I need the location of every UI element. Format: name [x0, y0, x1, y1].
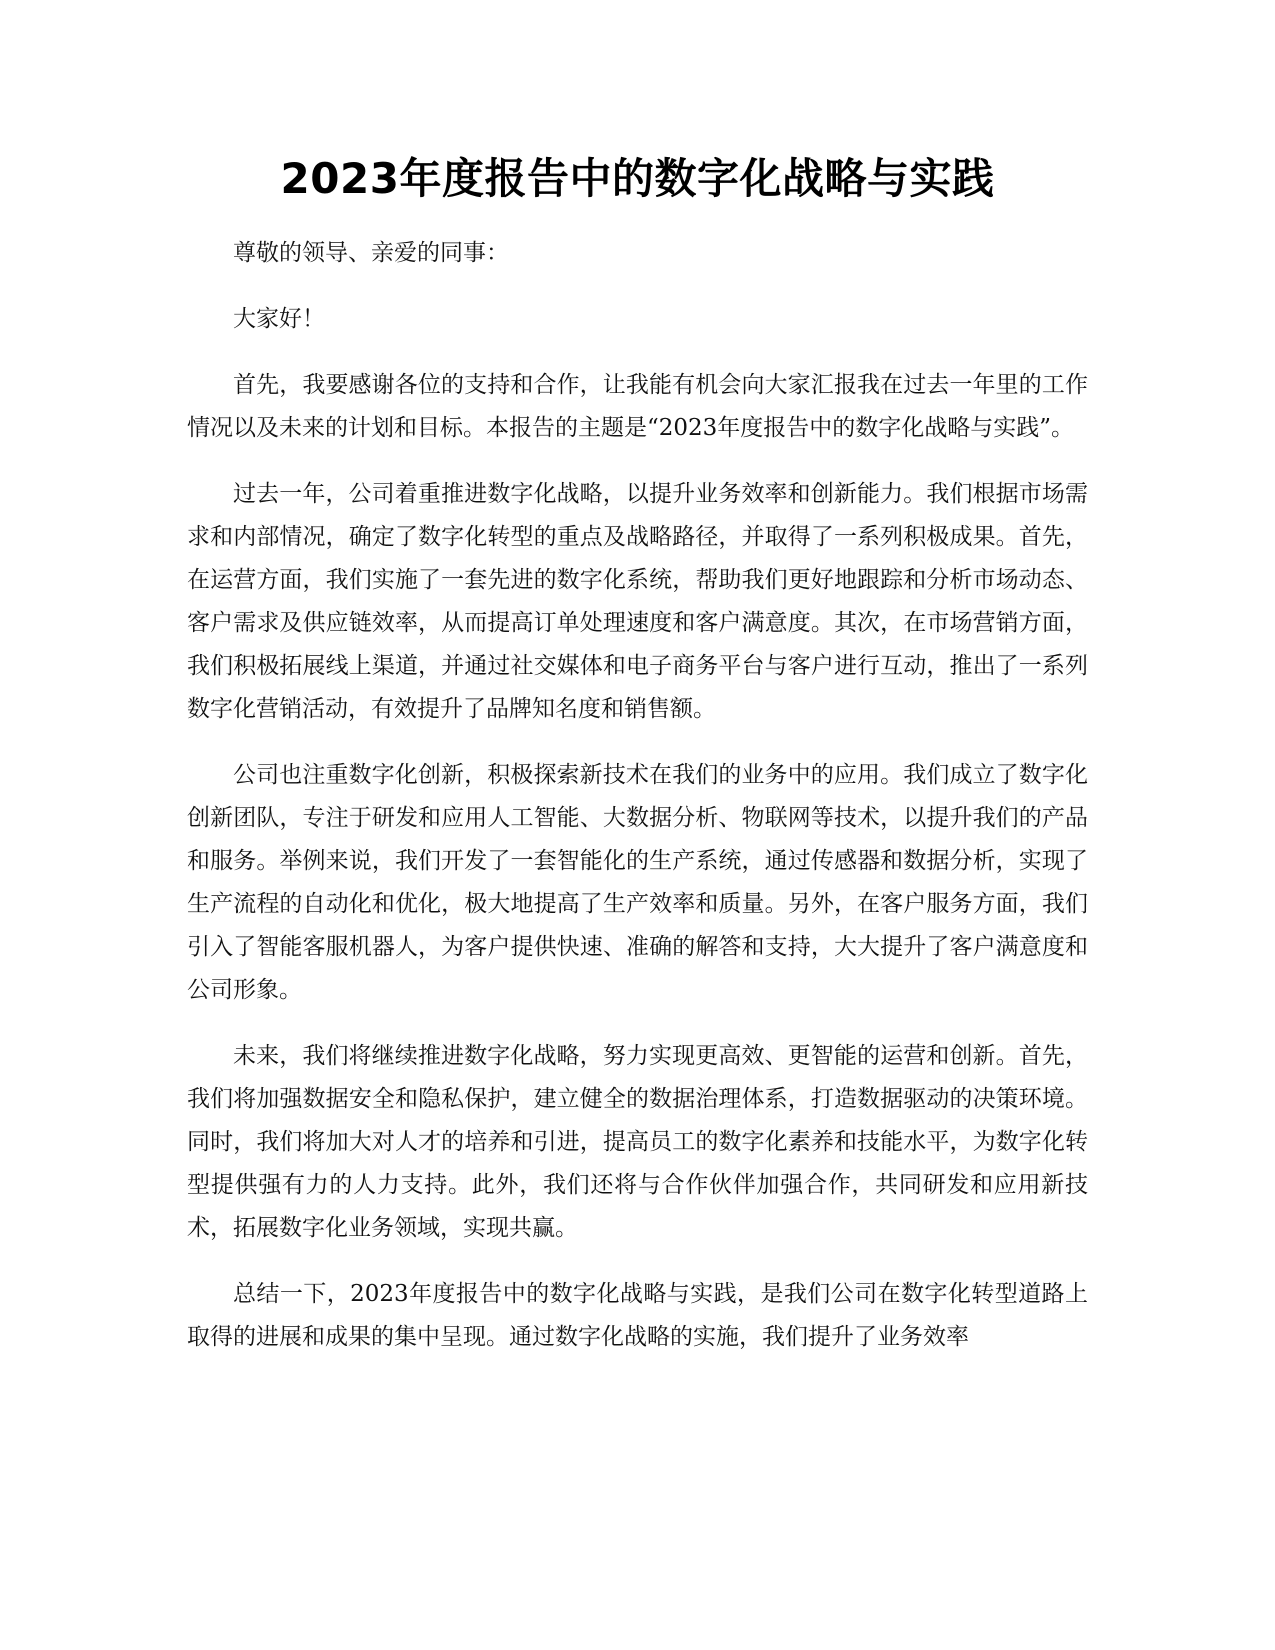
body-paragraph: 首先，我要感谢各位的支持和合作，让我能有机会向大家汇报我在过去一年里的工作情况以及未来的计划和目标。本报告的主题是“2023年度报告中的数字化战略与实践”。 [187, 372, 1088, 441]
body-paragraph: 未来，我们将继续推进数字化战略，努力实现更高效、更智能的运营和创新。首先，我们将加强数据安全和隐私保护，建立健全的数据治理体系，打造数据驱动的决策环境。同时，我们将加大对人才的培养和引进，提高员工的数字化素养和技能水平，为数字化转型提供强有力的人力支持。此外，我们还将与合作伙伴加强合作，共同研发和应用新技术，拓展数字化业务领域，实现共赢。 [187, 1043, 1088, 1241]
document-body [187, 232, 1088, 1382]
body-paragraph: 过去一年，公司着重推进数字化战略，以提升业务效率和创新能力。我们根据市场需求和内部情况，确定了数字化转型的重点及战略路径，并取得了一系列积极成果。首先，在运营方面，我们实施了一套先进的数字化系统，帮助我们更好地跟踪和分析市场动态、客户需求及供应链效率，从而提高订单处理速度和客户满意度。其次，在市场营销方面，我们积极拓展线上渠道，并通过社交媒体和电子商务平台与客户进行互动，推出了一系列数字化营销活动，有效提升了品牌知名度和销售额。 [187, 481, 1088, 722]
greeting-paragraph: 大家好！ [233, 306, 325, 332]
salutation-paragraph: 尊敬的领导、亲爱的同事： [233, 240, 509, 266]
body-paragraph: 公司也注重数字化创新，积极探索新技术在我们的业务中的应用。我们成立了数字化创新团队，专注于研发和应用人工智能、大数据分析、物联网等技术，以提升我们的产品和服务。举例来说，我们开发了一套智能化的生产系统，通过传感器和数据分析，实现了生产流程的自动化和优化，极大地提高了生产效率和质量。另外，在客户服务方面，我们引入了智能客服机器人，为客户提供快速、准确的解答和支持，大大提升了客户满意度和公司形象。 [187, 762, 1088, 1003]
document-title: 2023年度报告中的数字化战略与实践 [280, 154, 995, 203]
body-paragraph: 总结一下，2023年度报告中的数字化战略与实践，是我们公司在数字化转型道路上取得的进展和成果的集中呈现。通过数字化战略的实施，我们提升了业务效率 [187, 1281, 1088, 1350]
